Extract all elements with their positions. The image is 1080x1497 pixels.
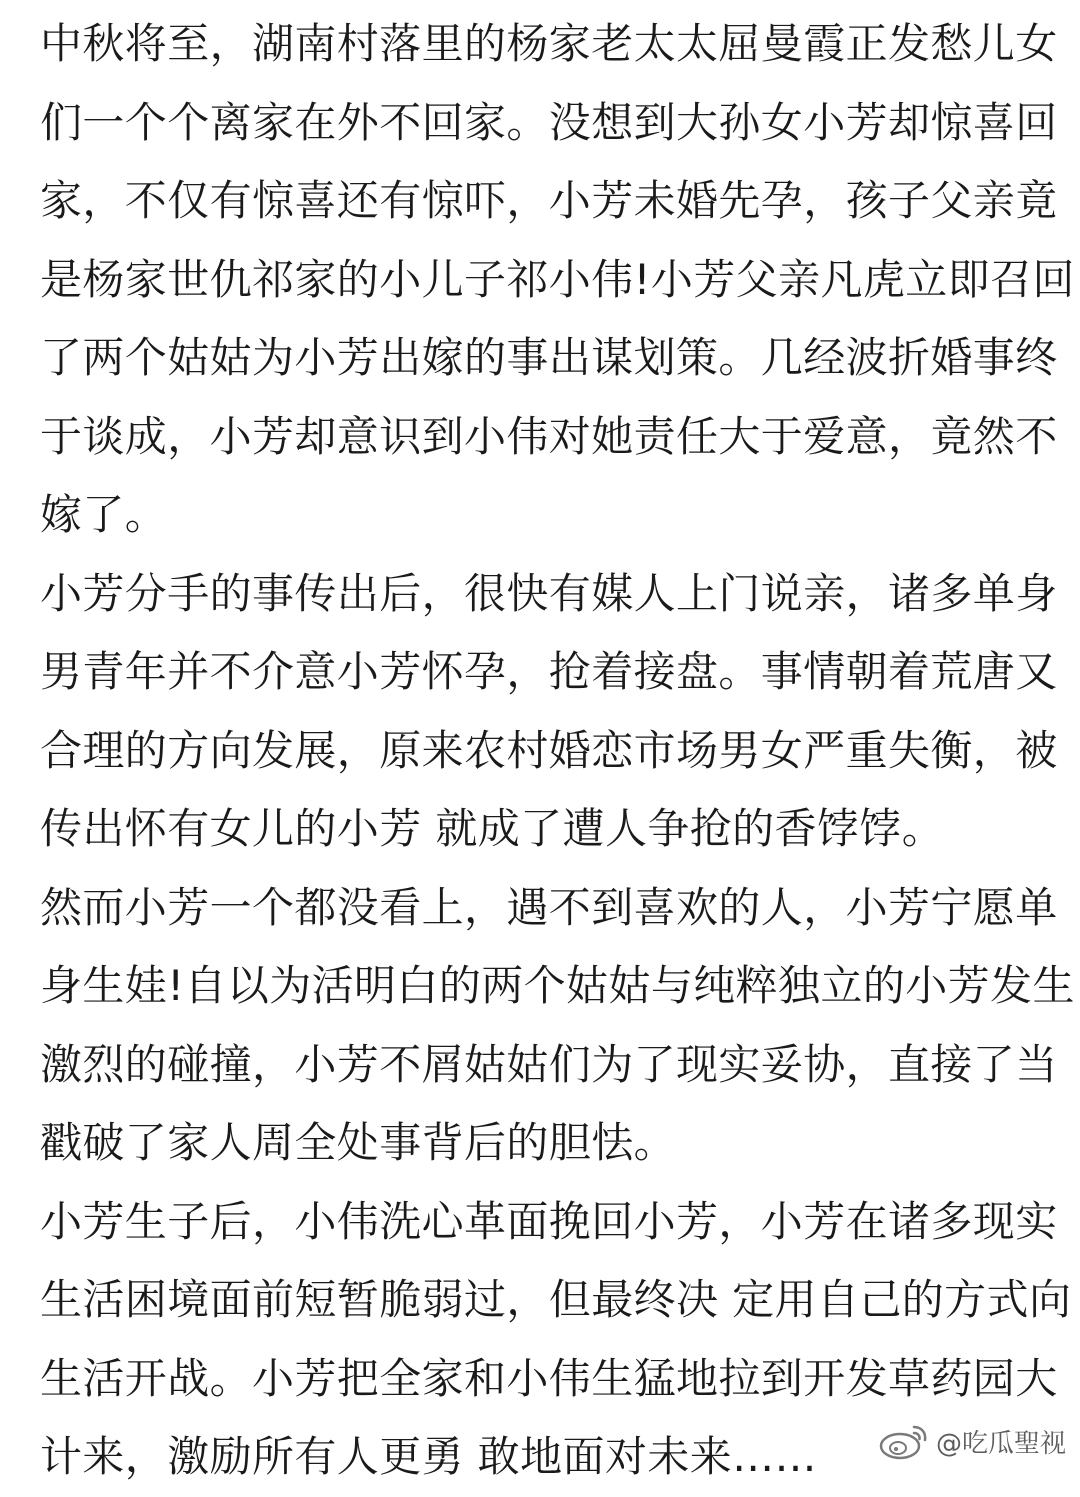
text-line: 了两个姑姑为小芳出嫁的事出谋划策。几经波折婚事终 xyxy=(40,333,1058,382)
text-line: 是杨家世仇祁家的小儿子祁小伟!小芳父亲凡虎立即召回 xyxy=(40,254,1075,304)
text-line: 戳破了家人周全处事背后的胆怯。 xyxy=(40,1118,677,1167)
paragraph-3 xyxy=(40,869,1075,1183)
paragraph-2 xyxy=(40,555,1058,869)
text-line: 生活开战。小芳把全家和小伟生猛地拉到开发草药园大 xyxy=(40,1353,1058,1403)
weibo-watermark xyxy=(878,1421,1066,1461)
text-line: 合理的方向发展，原来农村婚恋市场男女严重失衡，被 xyxy=(40,725,1058,775)
text-line: 然而小芳一个都没看上，遇不到喜欢的人，小芳宁愿单 xyxy=(40,882,1058,932)
text-line: 小芳分手的事传出后，很快有媒人上门说亲，诸多单身 xyxy=(40,568,1058,618)
watermark-text: @吃瓜聖视 xyxy=(935,1428,1066,1459)
text-line: 于谈成，小芳却意识到小伟对她责任大于爱意，竟然不 xyxy=(40,411,1058,461)
paragraph-1 xyxy=(40,5,1075,555)
text-line: 传出怀有女儿的小芳 就成了遭人争抢的香饽饽。 xyxy=(40,804,945,853)
text-line: 生活困境面前短暂脆弱过，但最终决 定用自己的方式向 xyxy=(40,1275,1072,1324)
weibo-icon xyxy=(878,1421,930,1461)
text-line: 们一个个离家在外不回家。没想到大孙女小芳却惊喜回 xyxy=(40,97,1058,147)
text-line: 家，不仅有惊喜还有惊吓，小芳未婚先孕，孩子父亲竟 xyxy=(40,176,1058,225)
article-body xyxy=(40,5,1075,1497)
text-line: 小芳生子后，小伟洗心革面挽回小芳，小芳在诸多现实 xyxy=(40,1196,1058,1246)
text-line: 中秋将至，湖南村落里的杨家老太太屈曼霞正发愁儿女 xyxy=(40,19,1058,68)
text-line: 嫁了。 xyxy=(40,490,168,539)
text-line: 身生娃!自以为活明白的两个姑姑与纯粹独立的小芳发生 xyxy=(40,961,1075,1010)
text-line: 男青年并不介意小芳怀孕，抢着接盘。事情朝着荒唐又 xyxy=(40,647,1058,696)
text-line: 计来，激励所有人更勇 敢地面对未来…… xyxy=(40,1432,817,1481)
text-line: 激烈的碰撞，小芳不屑姑姑们为了现实妥协，直接了当 xyxy=(40,1039,1058,1089)
